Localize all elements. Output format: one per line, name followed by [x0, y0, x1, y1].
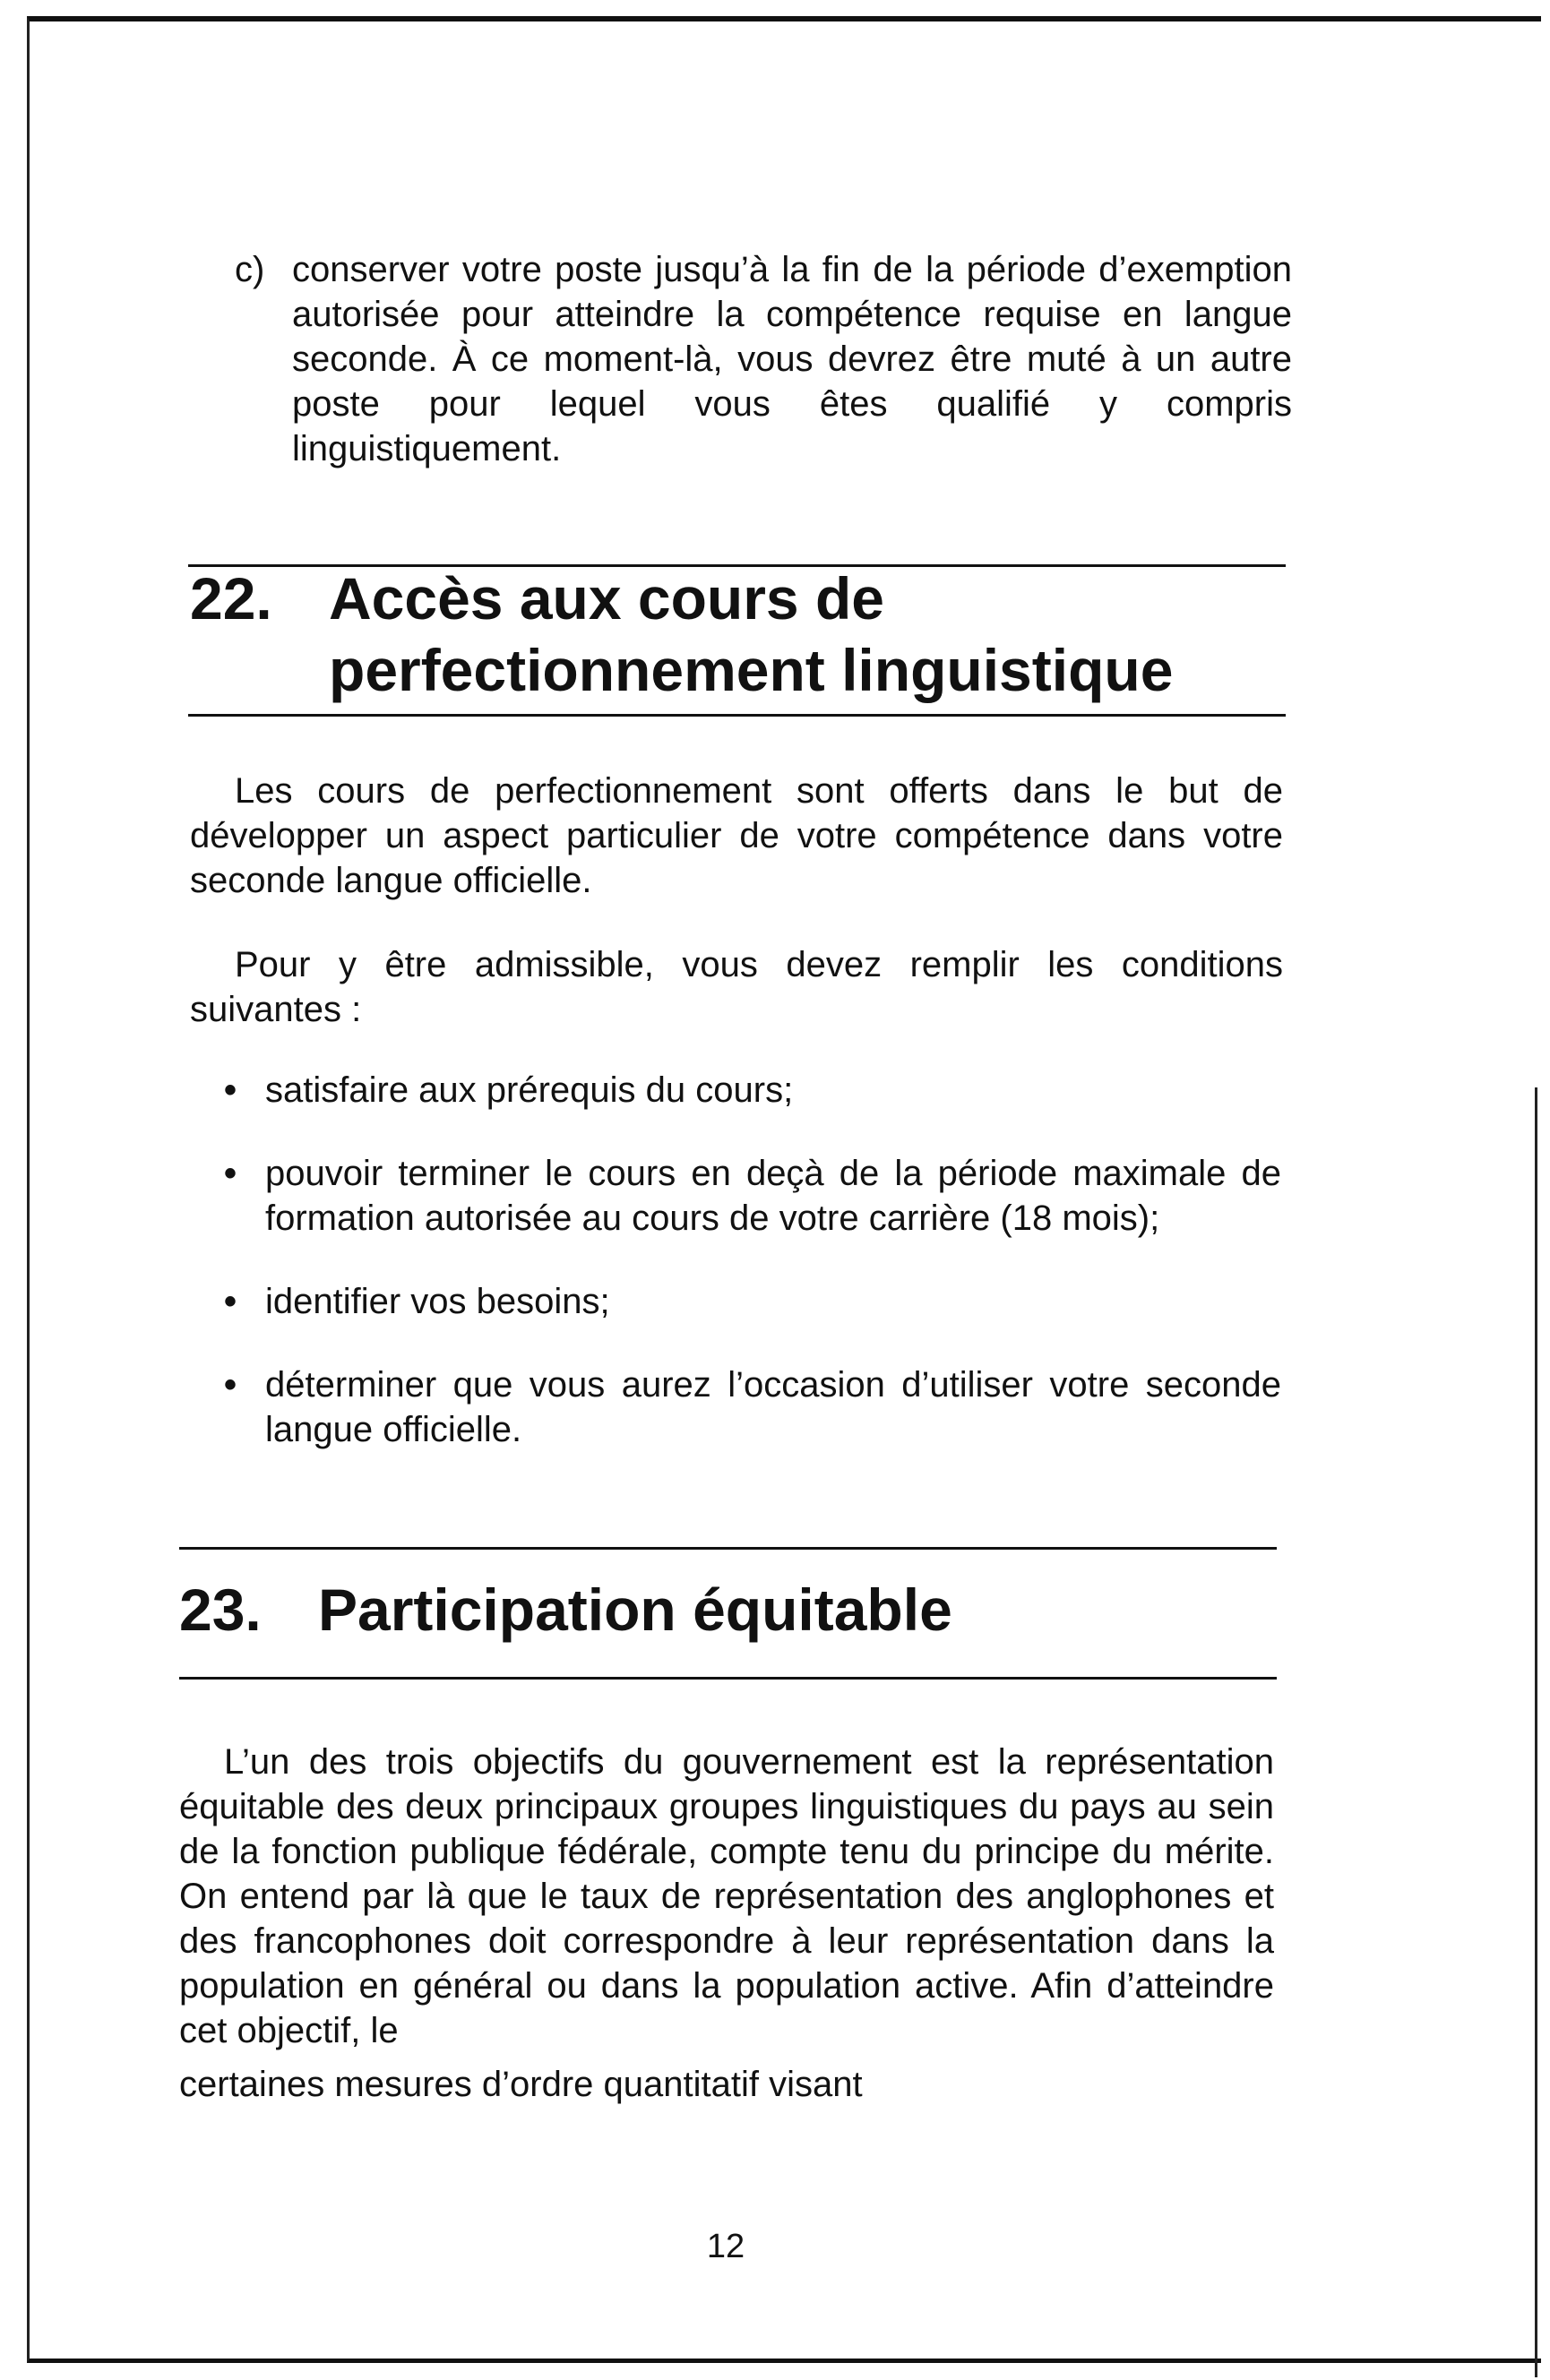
section-22-title: Accès aux cours de perfectionnement linguistique	[329, 565, 1174, 703]
section-22-bottom-rule	[188, 714, 1286, 717]
bullet-marker: •	[224, 1282, 237, 1321]
list-item-c	[235, 247, 1292, 471]
list-item-text: conserver votre poste jusqu’à la fin de la période d’exemption autorisée pour atteindre la compétence requise en langue seconde. À ce moment-là, vous devrez être muté à un autre poste pour lequel vous êtes qualifié y compris linguistiquement.	[292, 250, 1292, 468]
bullet-item	[224, 1279, 1281, 1324]
bullet-text: pouvoir terminer le cours en deçà de la période maximale de formation autorisée au cours de votre carrière (18 mois);	[265, 1154, 1281, 1238]
bullet-item	[224, 1068, 1281, 1113]
section-23-top-rule	[179, 1547, 1277, 1550]
list-item-marker: c)	[235, 250, 265, 289]
section-23-title: Participation équitable	[318, 1577, 952, 1643]
section-22-paragraph-1: Les cours de perfectionnement sont offerts dans le but de développer un aspect particulier de votre compétence dans votre seconde langue officielle.	[190, 771, 1283, 900]
page-number: 12	[706, 2228, 745, 2265]
bullet-marker: •	[224, 1365, 237, 1405]
bullet-text: identifier vos besoins;	[265, 1282, 610, 1321]
page-border-right-edge	[1535, 1087, 1537, 2377]
section-22-bullet-list	[224, 1068, 1281, 1491]
bullet-marker: •	[224, 1070, 237, 1110]
section-22-number: 22.	[190, 565, 272, 632]
bullet-item	[224, 1151, 1281, 1241]
section-22-paragraph-2: Pour y être admissible, vous devez remplir les conditions suivantes :	[190, 945, 1283, 1029]
section-23-bottom-rule	[179, 1677, 1277, 1680]
bullet-item	[224, 1362, 1281, 1452]
section-23-last-line: certaines mesures d’ordre quantitatif visant	[179, 2065, 863, 2104]
section-23-number: 23.	[179, 1577, 262, 1643]
section-23-paragraph: L’un des trois objectifs du gouvernement est la représentation équitable des deux principaux groupes linguistiques du pays au sein de la fonction publique fédérale, compte tenu du principe du mérite. On entend par là que le taux de représentation des anglophones et des francophones doit correspondre à leur représentation dans la population en général ou dans la population active. Afin d’atteindre cet objectif, le	[179, 1742, 1274, 2050]
section-22-heading	[190, 563, 1265, 706]
bullet-text: déterminer que vous aurez l’occasion d’utiliser votre seconde langue officielle.	[265, 1365, 1281, 1449]
section-23-heading	[179, 1574, 1254, 1645]
bullet-text: satisfaire aux prérequis du cours;	[265, 1070, 794, 1110]
bullet-marker: •	[224, 1154, 237, 1193]
